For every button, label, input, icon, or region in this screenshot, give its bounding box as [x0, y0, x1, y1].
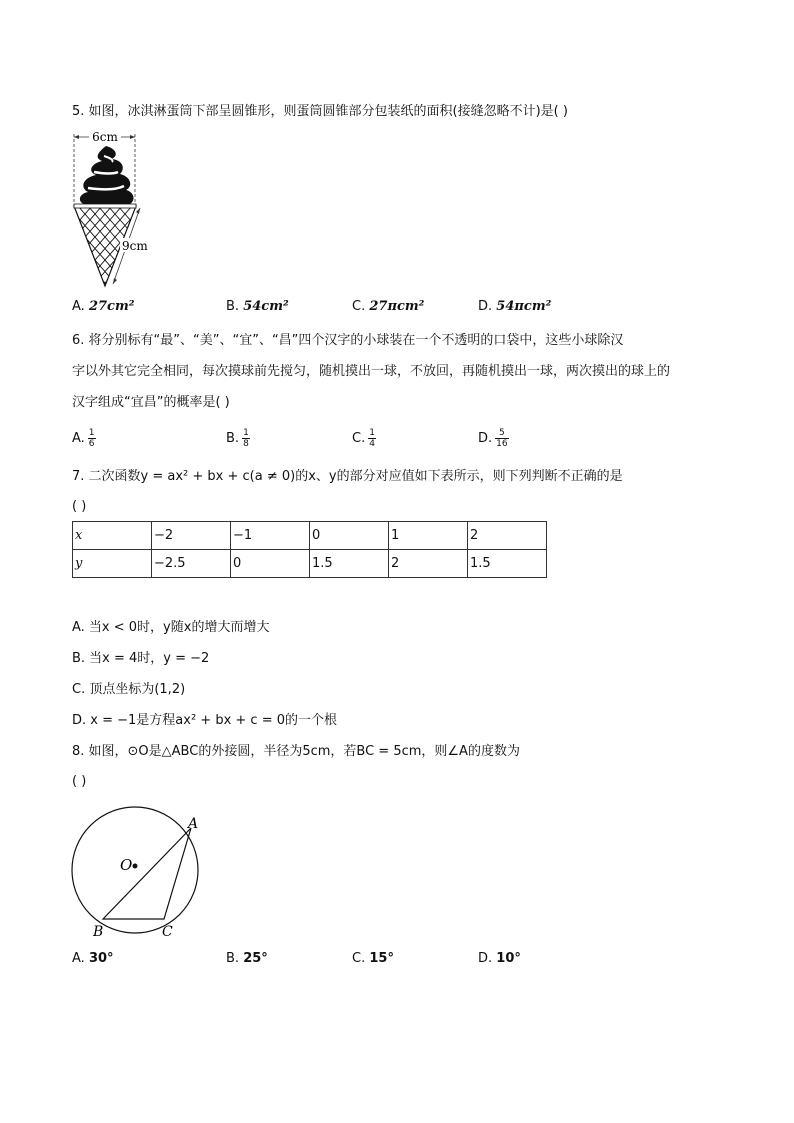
table-row — [73, 550, 547, 578]
table-cell: 0 — [310, 522, 389, 550]
q8-option-a[interactable]: A. 30° — [72, 951, 114, 966]
q7-option-d[interactable]: D. x = −1是方程ax² + bx + c = 0的一个根 — [72, 713, 337, 728]
q7-stem: 7. 二次函数y = ax² + bx + c(a ≠ 0)的x、y的部分对应值如下表所示，则下列判断不正确的是 — [72, 469, 623, 484]
q5-option-b[interactable]: B. 54cm² — [226, 299, 289, 314]
center-label: O — [120, 856, 133, 874]
vertex-c-label: C — [162, 924, 173, 940]
q7-paren: ( ) — [72, 499, 87, 514]
q8-option-c[interactable]: C. 15° — [352, 951, 394, 966]
table-cell: x — [73, 522, 152, 550]
q6-options — [72, 428, 692, 454]
slant-label: 9cm — [122, 239, 148, 253]
ice-cream-cone-figure — [68, 128, 158, 296]
q5-option-a[interactable]: A. 27cm² — [72, 299, 135, 314]
fraction: $\frac{1}{4}$ — [369, 428, 375, 449]
table-cell: −2.5 — [152, 550, 231, 578]
fraction: $\frac{1}{6}$ — [88, 428, 95, 449]
q6-option-b[interactable]: B. $\frac{1}{8}$ — [226, 428, 249, 449]
table-cell: 1.5 — [468, 550, 547, 578]
vertex-b-label: B — [93, 924, 104, 940]
table-cell: −1 — [231, 522, 310, 550]
q5-options — [72, 299, 692, 319]
q6-line-1: 6. 将分别标有“最”、“美”、“宜”、“昌”四个汉字的小球装在一个不透明的口袋中，这些小球除汉 — [72, 333, 624, 348]
q6-option-a[interactable]: A. $\frac{1}{6}$ — [72, 428, 95, 449]
q8-options — [72, 951, 692, 971]
q8-paren: ( ) — [72, 774, 87, 789]
table-row — [73, 522, 547, 550]
fraction: $\frac{5}{16}$ — [496, 428, 508, 449]
q5-option-d[interactable]: D. 54πcm² — [478, 299, 552, 314]
q7-option-b[interactable]: B. 当x = 4时，y = −2 — [72, 651, 210, 666]
q8-stem: 8. 如图，⊙O是△ABC的外接圆，半径为5cm，若BC = 5cm，则∠A的度数为 — [72, 744, 520, 759]
vertex-a-label: A — [188, 816, 199, 832]
table-cell: y — [73, 550, 152, 578]
fraction: $\frac{1}{8}$ — [243, 428, 249, 449]
q8-option-d[interactable]: D. 10° — [478, 951, 521, 966]
table-cell: 1 — [389, 522, 468, 550]
q8-option-b[interactable]: B. 25° — [226, 951, 268, 966]
table-cell: −2 — [152, 522, 231, 550]
q7-option-a[interactable]: A. 当x < 0时，y随x的增大而增大 — [72, 620, 270, 635]
q6-option-d[interactable]: D. $\frac{5}{16}$ — [478, 428, 508, 449]
value-table — [72, 521, 547, 578]
q6-option-c[interactable]: C. $\frac{1}{4}$ — [352, 428, 375, 449]
q5-option-c[interactable]: C. 27πcm² — [352, 299, 425, 314]
table-cell: 2 — [389, 550, 468, 578]
table-cell: 2 — [468, 522, 547, 550]
q7-option-c[interactable]: C. 顶点坐标为(1,2) — [72, 682, 186, 697]
q6-line-3: 汉字组成“宜昌”的概率是( ) — [72, 395, 230, 410]
q6-line-2: 字以外其它完全相同，每次摸球前先搅匀，随机摸出一球，不放回，再随机摸出一球，两次摸出的球上的 — [72, 364, 671, 379]
table-cell: 1.5 — [310, 550, 389, 578]
table-cell: 0 — [231, 550, 310, 578]
q5-stem: 5. 如图，冰淇淋蛋筒下部呈圆锥形，则蛋筒圆锥部分包装纸的面积(接缝忽略不计)是( ) — [72, 104, 568, 119]
width-label: 6cm — [92, 130, 118, 144]
circle-triangle-figure — [66, 798, 216, 940]
